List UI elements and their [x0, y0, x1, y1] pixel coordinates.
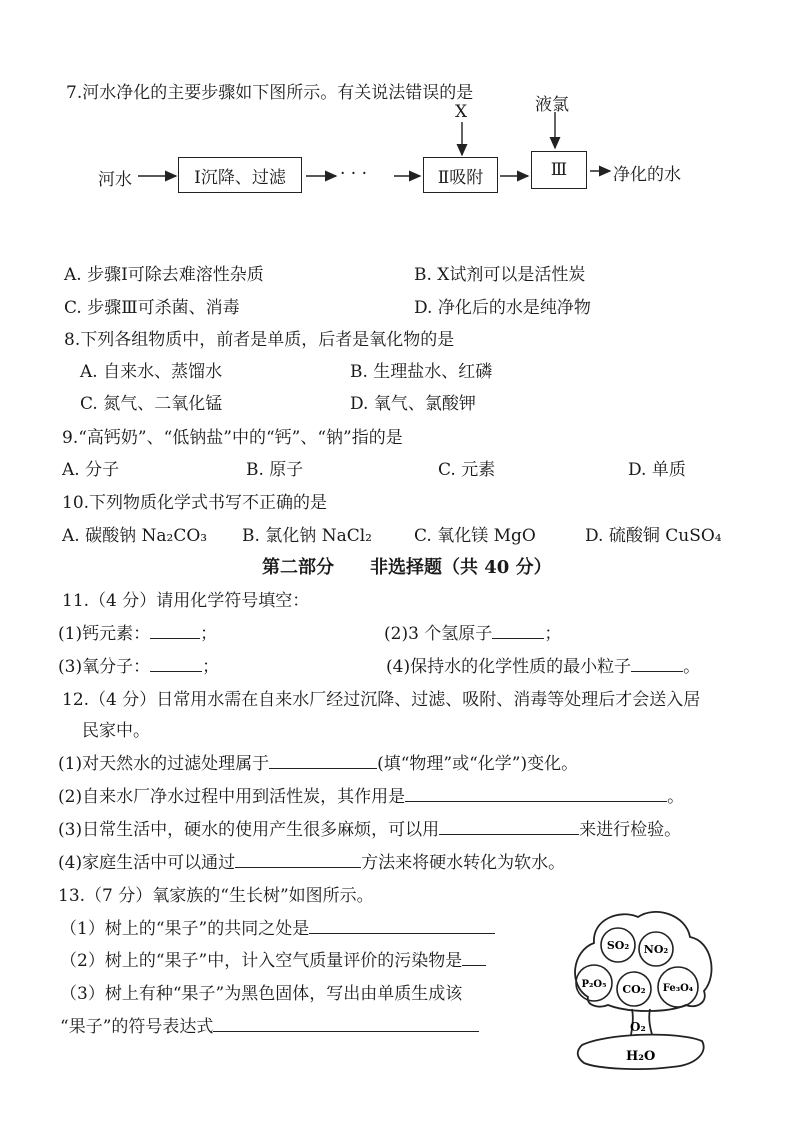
flow-step2-box: Ⅱ吸附 — [423, 157, 498, 193]
q12-item3: (3)日常生活中，硬水的使用产生很多麻烦，可以用 来进行检验。 — [58, 820, 682, 840]
fruit-fe3o4-label: Fe₃O₄ — [662, 983, 694, 994]
fruit-so2-label: SO₂ — [606, 939, 630, 952]
q13-item1: （1）树上的“果子”的共同之处是 — [60, 914, 495, 939]
q12-item4: (4)家庭生活中可以通过 方法来将硬水转化为软水。 — [58, 853, 566, 873]
q10-option-d: D. 硫酸铜 CuSO₄ — [585, 526, 722, 546]
q9-stem: 9.“高钙奶”、“低钠盐”中的“钙”、“钠”指的是 — [62, 428, 403, 448]
trunk-o2-label: O₂ — [630, 1020, 646, 1034]
q8-option-b: B. 生理盐水、红磷 — [350, 362, 493, 382]
q11-item2: (2)3 个氢原子 ； — [384, 624, 562, 644]
flow-chlorine-label: 液氯 — [535, 95, 569, 115]
q8-option-c: C. 氮气、二氧化锰 — [80, 394, 223, 414]
q7-option-a: A. 步骤Ⅰ可除去难溶性杂质 — [64, 265, 264, 285]
q7-option-c: C. 步骤Ⅲ可杀菌、消毒 — [64, 298, 240, 318]
q11-blank4[interactable] — [631, 655, 683, 672]
q9-option-a: A. 分子 — [62, 460, 120, 480]
flow-x-label: X — [455, 102, 468, 122]
q13-stem: 13.（7 分）氧家族的“生长树”如图所示。 — [58, 886, 374, 906]
fruit-co2-label: CO₂ — [622, 983, 646, 996]
flow-result: 净化的水 — [613, 165, 681, 185]
q7-stem: 7.河水净化的主要步骤如下图所示。有关说法错误的是 — [66, 83, 474, 103]
flow-dots: · · · — [340, 164, 368, 184]
q13-blank1[interactable] — [309, 917, 495, 934]
q8-stem: 8.下列各组物质中，前者是单质，后者是氧化物的是 — [64, 330, 455, 350]
q13-blank2[interactable] — [462, 949, 486, 966]
q13-item3: （3）树上有种“果子”为黑色固体，写出由单质生成该 — [60, 984, 463, 1004]
q12-stem-line1: 12.（4 分）日常用水需在自来水厂经过沉降、过滤、吸附、消毒等处理后才会送入居 — [62, 690, 701, 710]
oxygen-tree-figure — [568, 905, 718, 1075]
q10-option-c: C. 氧化镁 MgO — [414, 526, 536, 546]
part2-title: 第二部分 非选择题（共 40 分） — [262, 557, 552, 578]
q7-option-b: B. X试剂可以是活性炭 — [414, 265, 586, 285]
q12-stem-line2: 民家中。 — [82, 721, 150, 741]
q9-option-d: D. 单质 — [628, 460, 686, 480]
q9-option-c: C. 元素 — [438, 460, 496, 480]
q13-item3-cont: “果子”的符号表达式 — [60, 1012, 479, 1037]
q10-option-b: B. 氯化钠 NaCl₂ — [242, 526, 372, 546]
q7-flow-arrows — [0, 0, 794, 240]
q13-item2: （2）树上的“果子”中，计入空气质量评价的污染物是 — [60, 946, 486, 971]
q11-stem: 11.（4 分）请用化学符号填空： — [62, 591, 310, 611]
q8-option-d: D. 氧气、氯酸钾 — [350, 394, 476, 414]
q12-blank3[interactable] — [439, 818, 579, 835]
flow-source: 河水 — [98, 170, 132, 190]
q9-option-b: B. 原子 — [246, 460, 304, 480]
q12-item1: (1)对天然水的过滤处理属于 (填“物理”或“化学”)变化。 — [58, 754, 579, 774]
q11-item1: (1)钙元素： ； — [58, 624, 218, 644]
q12-blank2[interactable] — [405, 785, 667, 802]
q10-stem: 10.下列物质化学式书写不正确的是 — [62, 493, 328, 513]
q8-option-a: A. 自来水、蒸馏水 — [80, 362, 223, 382]
q11-blank3[interactable] — [150, 655, 202, 672]
fruit-p2o5-label: P₂O₅ — [581, 979, 607, 990]
fruit-no2-label: NO₂ — [643, 943, 669, 956]
q11-blank1[interactable] — [150, 622, 200, 639]
q12-blank1[interactable] — [269, 752, 377, 769]
q13-blank3[interactable] — [213, 1015, 479, 1032]
flow-step1-box: Ⅰ沉降、过滤 — [178, 157, 302, 193]
flow-step3-box: Ⅲ — [531, 151, 587, 189]
root-h2o-label: H₂O — [626, 1049, 656, 1064]
q11-blank2[interactable] — [492, 622, 544, 639]
q10-option-a: A. 碳酸钠 Na₂CO₃ — [62, 526, 208, 546]
q12-blank4[interactable] — [235, 851, 361, 868]
q7-option-d: D. 净化后的水是纯净物 — [414, 298, 591, 318]
q11-item4: (4)保持水的化学性质的最小粒子 。 — [386, 657, 701, 677]
q11-item3: (3)氧分子： ； — [58, 657, 220, 677]
q12-item2: (2)自来水厂净水过程中用到活性炭，其作用是 。 — [58, 787, 685, 807]
